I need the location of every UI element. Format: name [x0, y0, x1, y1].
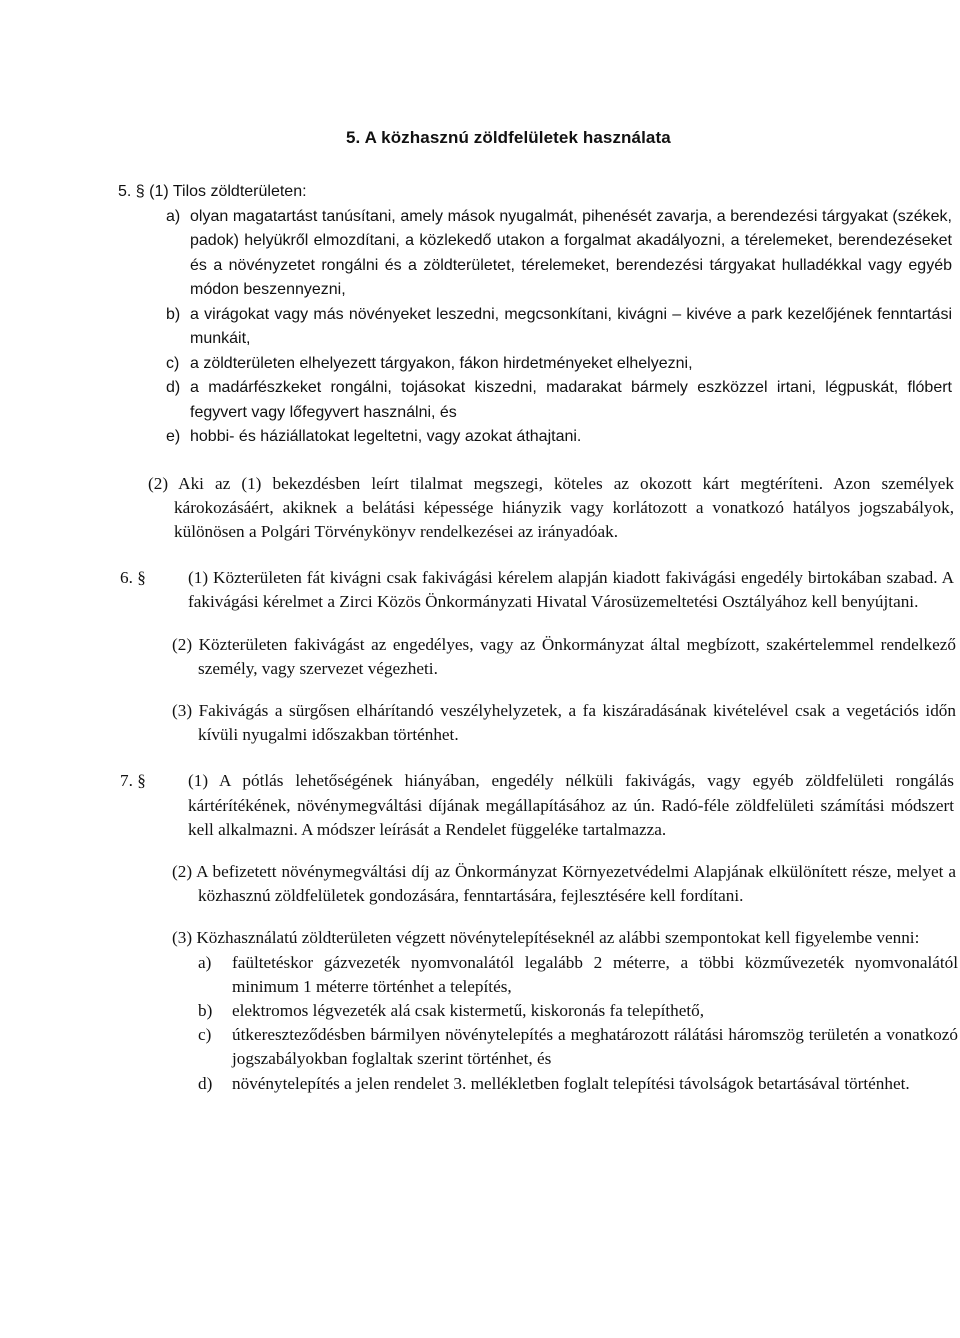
section-6-paragraph-2: (2) Közterületen fakivágást az engedélyes, vagy az Önkormányzat által megbízott, szakértelemmel rendelkező személy, vagy szervezet végezheti.: [172, 634, 956, 678]
paragraph-text: (1) A pótlás lehetőségének hiányában, engedély nélküli fakivágás, vagy egyéb zöldfelületi rongálás kártérítékének, növénymegváltási díjának megállapításához az ún. Radó-féle zöldfelületi számítási módszert kell alkalmazni. A módszer leírását a Rendelet függeléke tartalmazza.: [188, 771, 954, 839]
list-item-text: a virágokat vagy más növényeket leszedni, megcsonkítani, kivágni – kivéve a park kezelőjének fenntartási munkáit,: [190, 305, 952, 347]
list-item: [166, 425, 952, 450]
section-5-heading: 5. § (1) Tilos zöldterületen:: [118, 183, 307, 200]
section-number: 6. §: [120, 568, 146, 588]
list-item-label: a): [166, 207, 181, 225]
list-item-text: a zöldterületen elhelyezett tárgyakon, fákon hirdetményeket elhelyezni,: [190, 354, 693, 372]
list-item-text: útkereszteződésben bármilyen növénytelepítés a meghatározott rálátási háromszög területén a vonatkozó jogszabályokban foglaltak szerint történhet, és: [232, 1025, 958, 1069]
list-item-text: elektromos légvezeték alá csak kistermetű, kiskoronás fa telepíthető,: [232, 1000, 705, 1020]
section-7-paragraph-1: [120, 769, 954, 842]
section-7-paragraph-3: (3) Közhasználatú zöldterületen végzett növénytelepítéseknél az alábbi szempontokat kell figyelembe venni:: [172, 928, 920, 948]
section-number: 7. §: [120, 771, 146, 791]
list-item: [198, 999, 958, 1023]
list-item: [198, 1023, 958, 1071]
list-item: [198, 951, 958, 999]
list-item: [166, 352, 952, 377]
list-item-text: faültetéskor gázvezeték nyomvonalától legalább 2 méterre, a többi közművezeték nyomvonalától minimum 1 méterre történhet a telepítés,: [232, 952, 958, 996]
document-body: [0, 180, 960, 1096]
section-7-list: [198, 951, 958, 1096]
paragraph-text: (1) Közterületen fát kivágni csak fakivágási kérelem alapján kiadott fakivágási engedély birtokában szabad. A fakivágási kérelmet a Zirci Közös Önkormányzati Hivatal Városüzemeltetési Osztályához kell benyújtani.: [188, 568, 954, 612]
list-item: [166, 303, 952, 352]
list-item-label: c): [166, 354, 180, 372]
list-item-text: olyan magatartást tanúsítani, amely mások nyugalmát, pihenését zavarja, a berendezési tárgyakat (székek, padok) helyükről elmozdítani, a közlekedő utakon a forgalmat akadályozni, a térelemeket, berendezéseket és a növényzetet rongálni és a zöldterületet, térelemeket, berendezési tárgyakat hulladékkal vagy egyéb módon beszennyezni,: [190, 207, 952, 298]
section-5-paragraph-2: (2) Aki az (1) bekezdésben leírt tilalmat megszegi, köteles az okozott kárt megtéríteni. Azon személyek károkozásáért, akiknek a belátási képessége hiányzik vagy korlátozott a vonatkozó hatályos jogszabályok, különösen a Polgári Törvénykönyv rendelkezései az irányadóak.: [148, 473, 954, 541]
list-item: [198, 1072, 958, 1096]
list-item-label: e): [166, 428, 181, 445]
list-item-label: b): [166, 305, 181, 323]
list-item-label: b): [198, 1000, 213, 1020]
list-item-text: a madárfészkeket rongálni, tojásokat kiszedni, madarakat bármely eszközzel irtani, légpuskát, flóbert fegyvert vagy lőfegyvert használni, és: [190, 379, 952, 421]
list-item-label: c): [198, 1025, 212, 1045]
list-item: [166, 376, 952, 425]
section-6-paragraph-3: (3) Fakivágás a sürgősen elhárítandó veszélyhelyzetek, a fa kiszáradásának kivételével csak a vegetációs időn kívüli nyugalmi időszakban történhet.: [172, 700, 956, 745]
list-item-text: hobbi- és háziállatokat legeltetni, vagy azokat áthajtani.: [190, 428, 582, 445]
list-item-label: d): [198, 1073, 213, 1093]
list-item-label: a): [198, 952, 212, 972]
section-title: 5. A közhasznú zöldfelületek használata: [346, 128, 671, 147]
section-7-paragraph-2: (2) A befizetett növénymegváltási díj az Önkormányzat Környezetvédelmi Alapjának elkülönített része, melyet a közhasznú zöldfelületek gondozására, fenntartására, fejlesztésére kell fordítani.: [172, 861, 956, 906]
list-item: [166, 205, 952, 303]
list-item-text: növénytelepítés a jelen rendelet 3. mellékletben foglalt telepítési távolságok betartásával történhet.: [232, 1073, 910, 1093]
list-item-label: d): [166, 379, 181, 396]
section-6-paragraph-1: [120, 566, 954, 614]
section-5-list: [166, 205, 952, 450]
